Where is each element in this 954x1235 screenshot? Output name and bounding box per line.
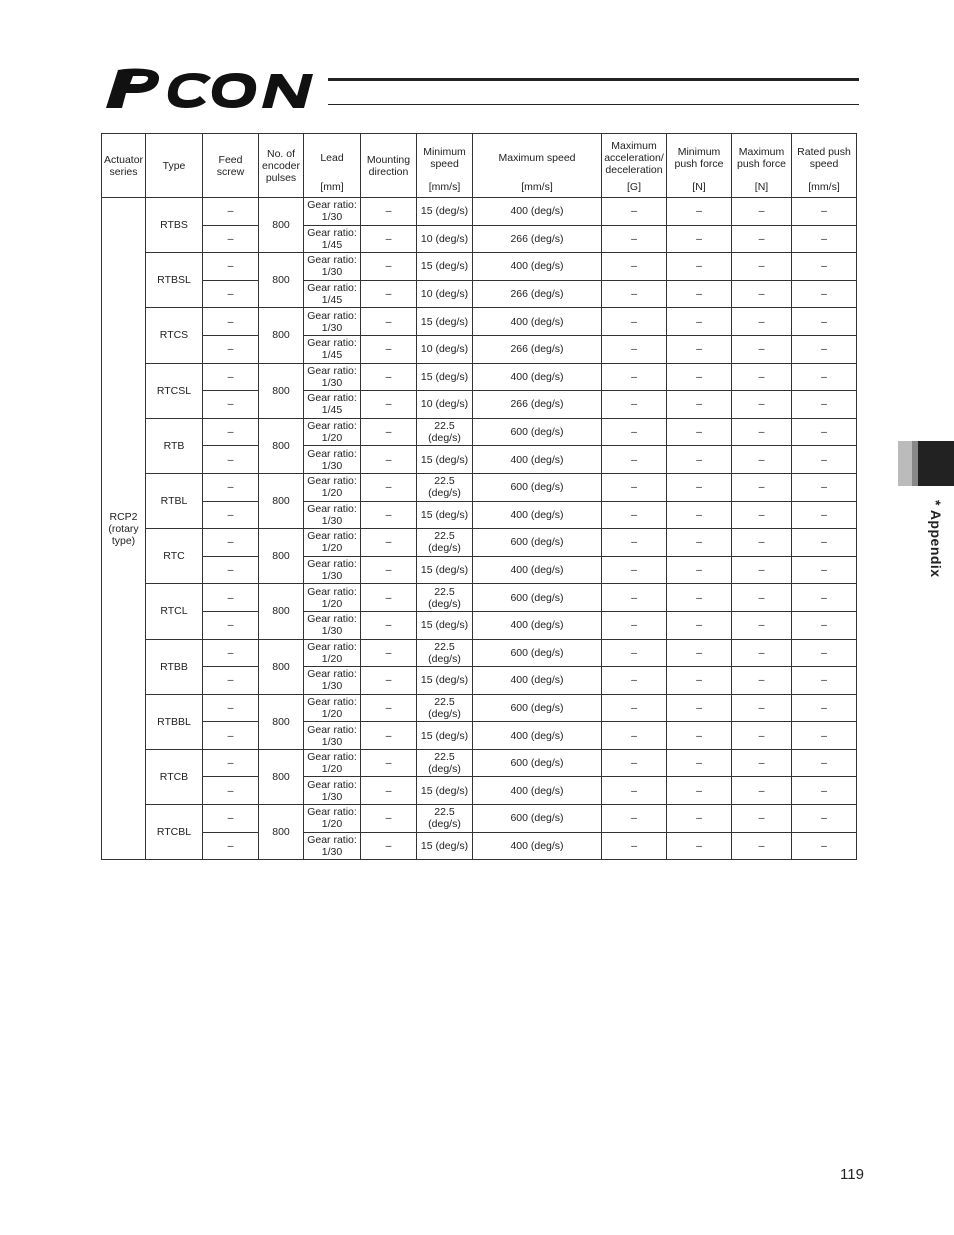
feed-screw-cell: – [203,198,259,226]
min-push-cell: – [667,529,732,557]
lead-cell: Gear ratio: 1/20 [304,418,361,446]
max-speed-cell: 266 (deg/s) [473,225,602,253]
mounting-cell: – [361,501,417,529]
max-push-cell: – [732,308,792,336]
table-row [102,694,857,722]
header-rated-push-speed: Rated push speed [mm/s] [792,134,857,198]
max-push-cell: – [732,832,792,860]
min-speed-cell: 22.5 (deg/s) [417,418,473,446]
mounting-cell: – [361,391,417,419]
max-accel-cell: – [602,832,667,860]
encoder-cell: 800 [259,418,304,473]
feed-screw-cell: – [203,611,259,639]
max-push-cell: – [732,777,792,805]
min-speed-cell: 22.5 (deg/s) [417,639,473,667]
min-push-cell: – [667,556,732,584]
type-cell: RTCBL [146,805,203,860]
mounting-cell: – [361,611,417,639]
spec-table-body [102,198,857,860]
push-speed-cell: – [792,418,857,446]
min-speed-cell: 22.5 (deg/s) [417,529,473,557]
max-accel-cell: – [602,611,667,639]
max-accel-cell: – [602,418,667,446]
max-accel-cell: – [602,501,667,529]
feed-screw-cell: – [203,253,259,281]
max-accel-cell: – [602,198,667,226]
feed-screw-cell: – [203,832,259,860]
push-speed-cell: – [792,722,857,750]
feed-screw-cell: – [203,667,259,695]
mounting-cell: – [361,418,417,446]
feed-screw-cell: – [203,446,259,474]
header-rule-thin [328,104,859,105]
lead-cell: Gear ratio: 1/30 [304,722,361,750]
feed-screw-cell: – [203,418,259,446]
push-speed-cell: – [792,611,857,639]
encoder-cell: 800 [259,529,304,584]
type-cell: RTCB [146,749,203,804]
encoder-cell: 800 [259,639,304,694]
max-accel-cell: – [602,722,667,750]
max-speed-cell: 600 (deg/s) [473,639,602,667]
min-push-cell: – [667,308,732,336]
header-encoder-pulses: No. of encoder pulses [259,134,304,198]
lead-cell: Gear ratio: 1/20 [304,473,361,501]
min-push-cell: – [667,832,732,860]
max-accel-cell: – [602,749,667,777]
table-row [102,667,857,695]
header-max-acceleration: Maximum acceleration/ deceleration [G] [602,134,667,198]
max-speed-cell: 600 (deg/s) [473,584,602,612]
type-cell: RTB [146,418,203,473]
encoder-cell: 800 [259,694,304,749]
table-row [102,335,857,363]
min-speed-cell: 10 (deg/s) [417,391,473,419]
min-push-cell: – [667,280,732,308]
min-push-cell: – [667,253,732,281]
push-speed-cell: – [792,363,857,391]
min-push-cell: – [667,473,732,501]
lead-cell: Gear ratio: 1/20 [304,639,361,667]
feed-screw-cell: – [203,777,259,805]
section-tab [898,441,954,486]
max-speed-cell: 400 (deg/s) [473,446,602,474]
lead-cell: Gear ratio: 1/20 [304,584,361,612]
push-speed-cell: – [792,253,857,281]
max-push-cell: – [732,501,792,529]
max-accel-cell: – [602,556,667,584]
mounting-cell: – [361,280,417,308]
type-cell: RTCS [146,308,203,363]
push-speed-cell: – [792,694,857,722]
push-speed-cell: – [792,667,857,695]
mounting-cell: – [361,639,417,667]
max-accel-cell: – [602,667,667,695]
max-accel-cell: – [602,584,667,612]
feed-screw-cell: – [203,639,259,667]
encoder-cell: 800 [259,473,304,528]
max-push-cell: – [732,363,792,391]
max-push-cell: – [732,694,792,722]
header-maximum-push-force: Maximum push force [N] [732,134,792,198]
max-push-cell: – [732,198,792,226]
lead-cell: Gear ratio: 1/30 [304,667,361,695]
mounting-cell: – [361,832,417,860]
max-speed-cell: 600 (deg/s) [473,805,602,833]
mounting-cell: – [361,667,417,695]
max-push-cell: – [732,584,792,612]
table-row [102,611,857,639]
table-row [102,639,857,667]
min-speed-cell: 22.5 (deg/s) [417,584,473,612]
feed-screw-cell: – [203,529,259,557]
mounting-cell: – [361,253,417,281]
header-maximum-speed: Maximum speed [mm/s] [473,134,602,198]
mounting-cell: – [361,225,417,253]
mounting-cell: – [361,556,417,584]
push-speed-cell: – [792,639,857,667]
mounting-cell: – [361,777,417,805]
header-minimum-push-force: Minimum push force [N] [667,134,732,198]
table-row [102,832,857,860]
lead-cell: Gear ratio: 1/30 [304,556,361,584]
min-push-cell: – [667,391,732,419]
mounting-cell: – [361,749,417,777]
type-cell: RTC [146,529,203,584]
min-speed-cell: 15 (deg/s) [417,777,473,805]
push-speed-cell: – [792,832,857,860]
max-speed-cell: 400 (deg/s) [473,501,602,529]
table-row [102,473,857,501]
min-push-cell: – [667,639,732,667]
table-row [102,556,857,584]
push-speed-cell: – [792,335,857,363]
type-cell: RTBL [146,473,203,528]
min-push-cell: – [667,777,732,805]
max-speed-cell: 266 (deg/s) [473,391,602,419]
type-cell: RTBB [146,639,203,694]
lead-cell: Gear ratio: 1/30 [304,253,361,281]
min-push-cell: – [667,611,732,639]
mounting-cell: – [361,473,417,501]
lead-cell: Gear ratio: 1/30 [304,446,361,474]
max-speed-cell: 400 (deg/s) [473,667,602,695]
mounting-cell: – [361,722,417,750]
min-speed-cell: 15 (deg/s) [417,832,473,860]
section-tab-dark [918,441,954,486]
min-speed-cell: 15 (deg/s) [417,556,473,584]
table-row [102,777,857,805]
max-accel-cell: – [602,694,667,722]
lead-cell: Gear ratio: 1/45 [304,280,361,308]
min-push-cell: – [667,722,732,750]
min-push-cell: – [667,667,732,695]
lead-cell: Gear ratio: 1/20 [304,805,361,833]
min-push-cell: – [667,446,732,474]
max-push-cell: – [732,391,792,419]
series-cell: RCP2 (rotary type) [102,198,146,860]
mounting-cell: – [361,335,417,363]
max-speed-cell: 400 (deg/s) [473,556,602,584]
max-push-cell: – [732,446,792,474]
feed-screw-cell: – [203,805,259,833]
mounting-cell: – [361,584,417,612]
feed-screw-cell: – [203,501,259,529]
push-speed-cell: – [792,805,857,833]
encoder-cell: 800 [259,198,304,253]
max-speed-cell: 400 (deg/s) [473,722,602,750]
type-cell: RTBBL [146,694,203,749]
feed-screw-cell: – [203,308,259,336]
lead-cell: Gear ratio: 1/30 [304,308,361,336]
mounting-cell: – [361,805,417,833]
encoder-cell: 800 [259,749,304,804]
feed-screw-cell: – [203,335,259,363]
min-push-cell: – [667,749,732,777]
encoder-cell: 800 [259,363,304,418]
min-speed-cell: 22.5 (deg/s) [417,694,473,722]
encoder-cell: 800 [259,584,304,639]
max-accel-cell: – [602,639,667,667]
max-speed-cell: 400 (deg/s) [473,611,602,639]
max-accel-cell: – [602,253,667,281]
max-accel-cell: – [602,473,667,501]
push-speed-cell: – [792,198,857,226]
type-cell: RTBS [146,198,203,253]
mounting-cell: – [361,529,417,557]
max-push-cell: – [732,749,792,777]
appendix-side-label: * Appendix [928,500,944,578]
max-accel-cell: – [602,529,667,557]
max-push-cell: – [732,335,792,363]
lead-cell: Gear ratio: 1/20 [304,694,361,722]
min-speed-cell: 10 (deg/s) [417,335,473,363]
encoder-cell: 800 [259,805,304,860]
max-speed-cell: 600 (deg/s) [473,749,602,777]
max-push-cell: – [732,556,792,584]
min-push-cell: – [667,363,732,391]
max-push-cell: – [732,667,792,695]
table-row [102,501,857,529]
feed-screw-cell: – [203,225,259,253]
page-number: 119 [840,1166,864,1183]
min-push-cell: – [667,418,732,446]
header-minimum-speed: Minimum speed [mm/s] [417,134,473,198]
min-push-cell: – [667,335,732,363]
max-speed-cell: 400 (deg/s) [473,832,602,860]
min-speed-cell: 22.5 (deg/s) [417,805,473,833]
feed-screw-cell: – [203,749,259,777]
lead-cell: Gear ratio: 1/20 [304,529,361,557]
push-speed-cell: – [792,556,857,584]
table-row [102,308,857,336]
max-speed-cell: 266 (deg/s) [473,335,602,363]
min-push-cell: – [667,694,732,722]
table-row [102,418,857,446]
push-speed-cell: – [792,501,857,529]
push-speed-cell: – [792,473,857,501]
min-push-cell: – [667,805,732,833]
max-accel-cell: – [602,280,667,308]
max-push-cell: – [732,805,792,833]
push-speed-cell: – [792,584,857,612]
max-accel-cell: – [602,308,667,336]
max-speed-cell: 400 (deg/s) [473,363,602,391]
min-speed-cell: 15 (deg/s) [417,363,473,391]
max-accel-cell: – [602,777,667,805]
table-row [102,391,857,419]
push-speed-cell: – [792,749,857,777]
min-speed-cell: 10 (deg/s) [417,225,473,253]
min-push-cell: – [667,501,732,529]
max-accel-cell: – [602,335,667,363]
mounting-cell: – [361,308,417,336]
feed-screw-cell: – [203,722,259,750]
push-speed-cell: – [792,280,857,308]
min-speed-cell: 15 (deg/s) [417,667,473,695]
max-accel-cell: – [602,225,667,253]
feed-screw-cell: – [203,584,259,612]
table-row [102,529,857,557]
min-speed-cell: 15 (deg/s) [417,611,473,639]
lead-cell: Gear ratio: 1/30 [304,198,361,226]
mounting-cell: – [361,363,417,391]
lead-cell: Gear ratio: 1/45 [304,391,361,419]
table-row [102,584,857,612]
max-speed-cell: 600 (deg/s) [473,418,602,446]
lead-cell: Gear ratio: 1/30 [304,611,361,639]
max-speed-cell: 400 (deg/s) [473,198,602,226]
min-speed-cell: 15 (deg/s) [417,308,473,336]
table-row [102,722,857,750]
lead-cell: Gear ratio: 1/30 [304,777,361,805]
pcon-logo [96,64,336,110]
encoder-cell: 800 [259,308,304,363]
spec-table [101,133,857,860]
header-series: Actuator series [102,134,146,198]
encoder-cell: 800 [259,253,304,308]
max-speed-cell: 600 (deg/s) [473,473,602,501]
header-row [102,134,857,198]
feed-screw-cell: – [203,473,259,501]
header-rule-thick [328,78,859,81]
max-push-cell: – [732,418,792,446]
feed-screw-cell: – [203,391,259,419]
table-row [102,363,857,391]
feed-screw-cell: – [203,363,259,391]
max-push-cell: – [732,280,792,308]
max-speed-cell: 400 (deg/s) [473,308,602,336]
push-speed-cell: – [792,308,857,336]
mounting-cell: – [361,446,417,474]
min-speed-cell: 15 (deg/s) [417,446,473,474]
lead-cell: Gear ratio: 1/45 [304,225,361,253]
table-row [102,446,857,474]
mounting-cell: – [361,694,417,722]
push-speed-cell: – [792,446,857,474]
table-row [102,253,857,281]
lead-cell: Gear ratio: 1/30 [304,501,361,529]
push-speed-cell: – [792,391,857,419]
min-speed-cell: 15 (deg/s) [417,198,473,226]
max-push-cell: – [732,473,792,501]
header-mounting-direction: Mounting direction [361,134,417,198]
max-push-cell: – [732,253,792,281]
push-speed-cell: – [792,777,857,805]
min-speed-cell: 15 (deg/s) [417,722,473,750]
type-cell: RTBSL [146,253,203,308]
min-speed-cell: 15 (deg/s) [417,501,473,529]
feed-screw-cell: – [203,280,259,308]
min-speed-cell: 10 (deg/s) [417,280,473,308]
lead-cell: Gear ratio: 1/20 [304,749,361,777]
table-row [102,805,857,833]
max-accel-cell: – [602,446,667,474]
table-row [102,280,857,308]
min-speed-cell: 15 (deg/s) [417,253,473,281]
section-tab-light [898,441,912,486]
feed-screw-cell: – [203,556,259,584]
push-speed-cell: – [792,225,857,253]
max-speed-cell: 600 (deg/s) [473,529,602,557]
type-cell: RTCL [146,584,203,639]
lead-cell: Gear ratio: 1/45 [304,335,361,363]
table-row [102,749,857,777]
max-speed-cell: 266 (deg/s) [473,280,602,308]
max-accel-cell: – [602,391,667,419]
table-row [102,225,857,253]
header-type: Type [146,134,203,198]
max-push-cell: – [732,225,792,253]
table-row [102,198,857,226]
min-push-cell: – [667,198,732,226]
mounting-cell: – [361,198,417,226]
lead-cell: Gear ratio: 1/30 [304,832,361,860]
min-speed-cell: 22.5 (deg/s) [417,749,473,777]
max-push-cell: – [732,639,792,667]
min-speed-cell: 22.5 (deg/s) [417,473,473,501]
min-push-cell: – [667,584,732,612]
max-accel-cell: – [602,805,667,833]
header-feed-screw: Feed screw [203,134,259,198]
min-push-cell: – [667,225,732,253]
feed-screw-cell: – [203,694,259,722]
max-speed-cell: 400 (deg/s) [473,253,602,281]
header-lead: Lead [mm] [304,134,361,198]
max-speed-cell: 600 (deg/s) [473,694,602,722]
max-push-cell: – [732,611,792,639]
max-push-cell: – [732,722,792,750]
lead-cell: Gear ratio: 1/30 [304,363,361,391]
max-accel-cell: – [602,363,667,391]
max-speed-cell: 400 (deg/s) [473,777,602,805]
type-cell: RTCSL [146,363,203,418]
max-push-cell: – [732,529,792,557]
push-speed-cell: – [792,529,857,557]
